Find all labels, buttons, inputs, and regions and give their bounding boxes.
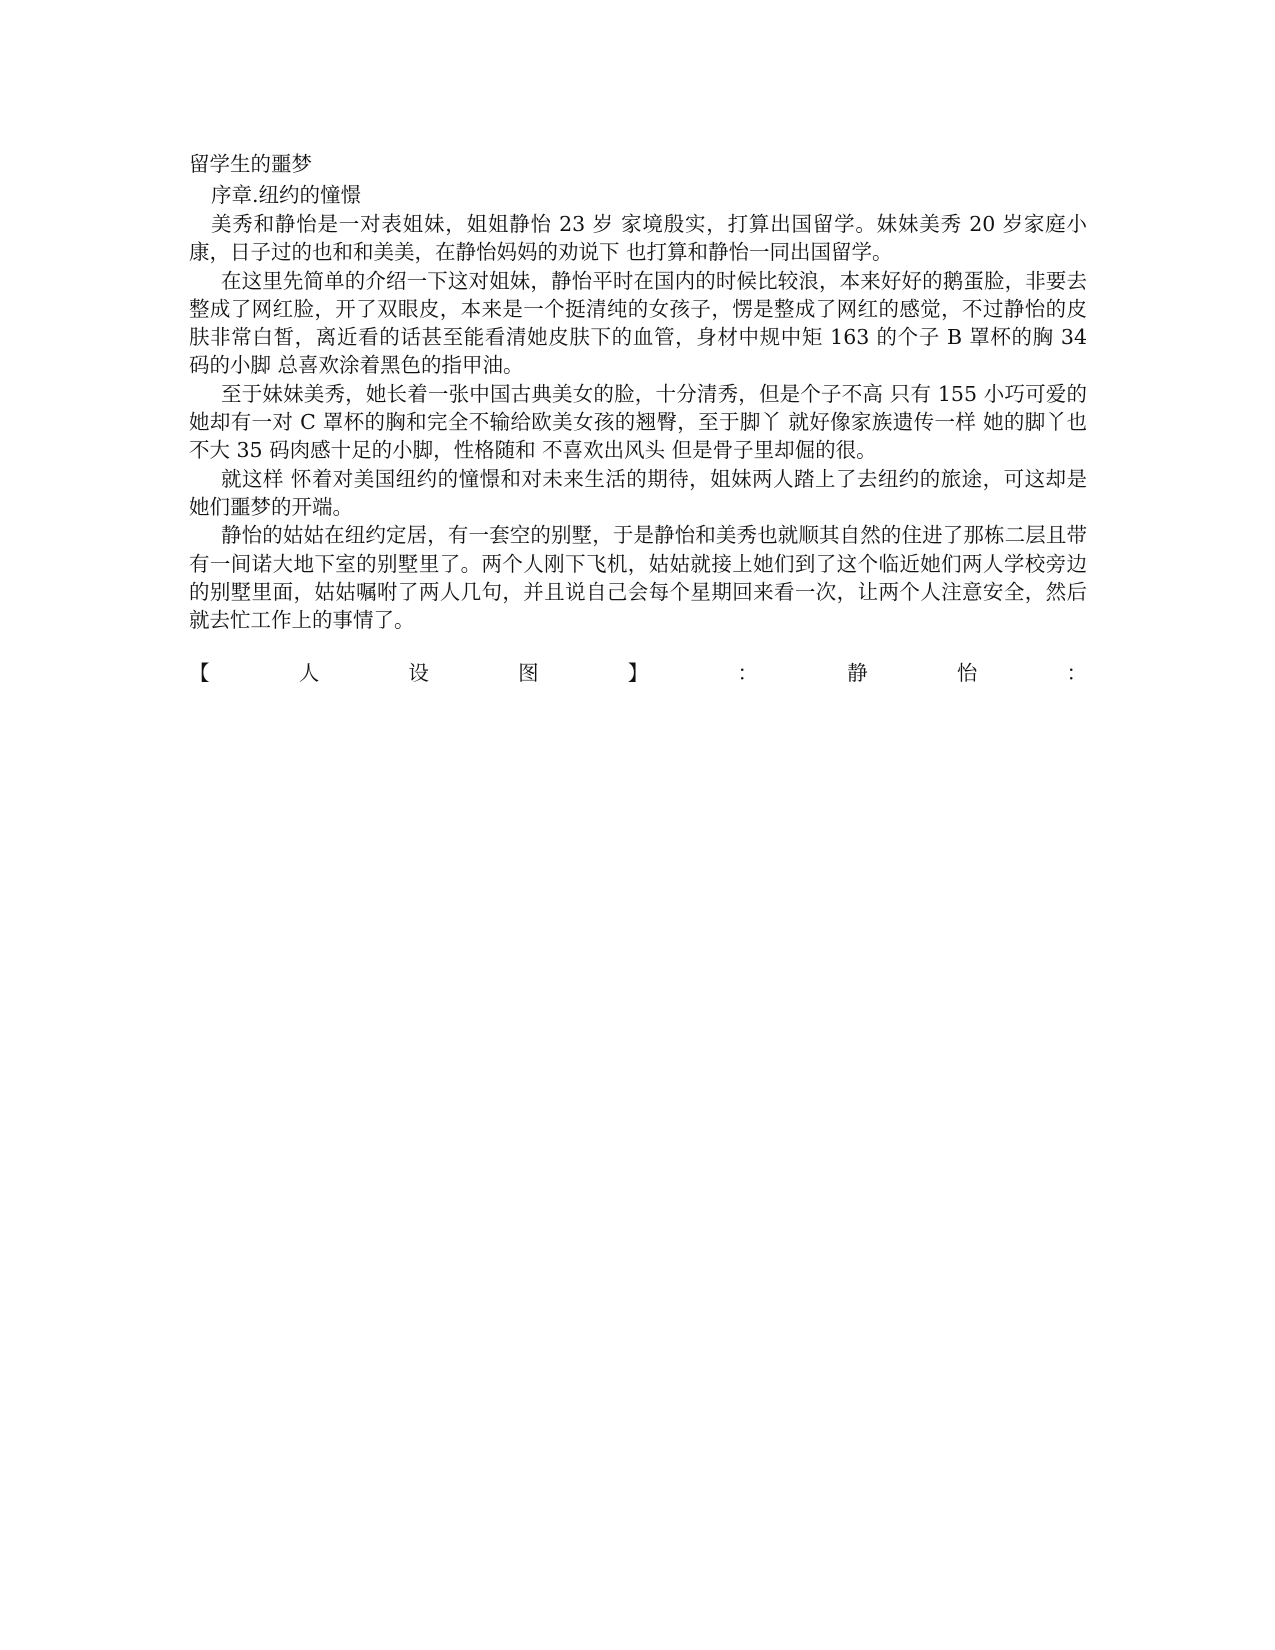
character-heading-char: 图 (518, 661, 539, 685)
paragraph-4: 就这样 怀着对美国纽约的憧憬和对未来生活的期待，姐妹两人踏上了去纽约的旅途，可这却是她们噩梦的开端。 (189, 466, 1087, 519)
character-heading-char: 怡 (956, 661, 978, 685)
document-page (189, 148, 1087, 685)
character-heading-char: 】 (627, 661, 649, 685)
character-heading-char: ： (737, 661, 758, 685)
paragraph-1: 美秀和静怡是一对表姐妹，姐姐静怡 23 岁 家境殷实，打算出国留学。妹妹美秀 20 岁家庭小康，日子过的也和和美美，在静怡妈妈的劝说下 也打算和静怡一同出国留学。 (189, 212, 1087, 265)
character-heading-char: 人 (298, 661, 320, 685)
paragraph-3: 至于妹妹美秀，她长着一张中国古典美女的脸，十分清秀，但是个子不高 只有 155 小巧可爱的她却有一对 C 罩杯的胸和完全不输给欧美女孩的翘臀，至于脚丫 就好像家族遗传一样 她的脚丫也不大 35 码肉感十足的小脚，性格随和 不喜欢出风头 但是骨子里却倔的很。 (189, 381, 1087, 463)
character-heading-char: ： (1066, 661, 1087, 685)
paragraph-2: 在这里先简单的介绍一下这对姐妹，静怡平时在国内的时候比较浪，本来好好的鹅蛋脸，非要去整成了网红脸，开了双眼皮，本来是一个挺清纯的女孩子，愣是整成了网红的感觉，不过静怡的皮肤非常白皙，离近看的话甚至能看清她皮肤下的血管，身材中规中矩 163 的个子 B 罩杯的胸 34 码的小脚 总喜欢涂着黑色的指甲油。 (189, 268, 1087, 378)
character-heading-char: 静 (847, 661, 868, 685)
character-heading (189, 658, 1087, 688)
character-heading-char: 设 (408, 661, 429, 685)
character-heading-char: 【 (189, 661, 210, 685)
paragraph-5: 静怡的姑姑在纽约定居，有一套空的别墅，于是静怡和美秀也就顺其自然的住进了那栋二层且带有一间诺大地下室的别墅里了。两个人刚下飞机，姑姑就接上她们到了这个临近她们两人学校旁边的别墅里面，姑姑嘱咐了两人几句，并且说自己会每个星期回来看一次，让两个人注意安全，然后就去忙工作上的事情了。 (189, 523, 1087, 633)
document-title: 留学生的噩梦 (189, 152, 312, 176)
chapter-title: 序章.纽约的憧憬 (211, 183, 362, 207)
